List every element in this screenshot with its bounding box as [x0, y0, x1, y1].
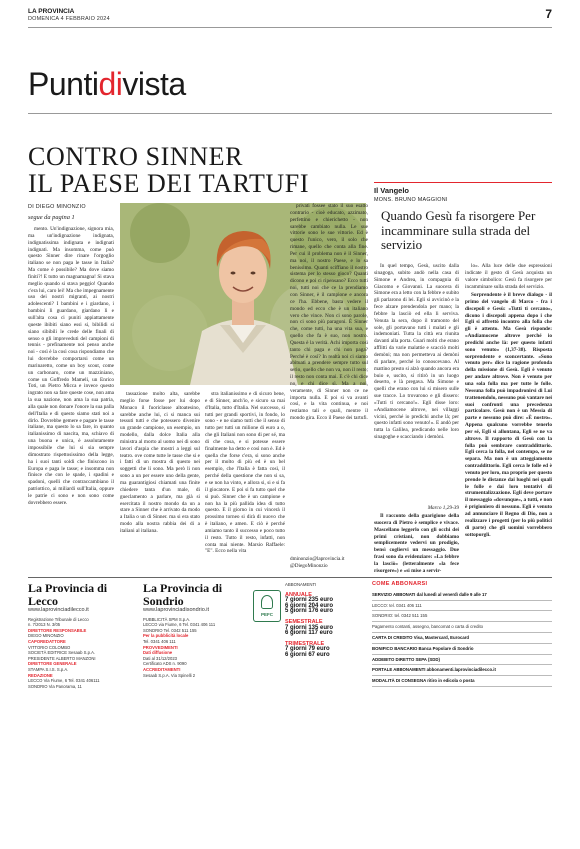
lecco-line: PRESIDENTE ALBERTO MANZONI — [28, 655, 96, 661]
footer-lecco — [28, 582, 138, 689]
subs-row-text: MODALITÀ DI CONSEGNA ritiro in edicola o posta — [372, 678, 475, 684]
sidebar-column-2 — [465, 263, 552, 291]
subs-row-text: Pagamento contanti, assegno, bancomat o carta di credito — [372, 624, 484, 630]
article-column-2-text: tassazione molto alta, sarebbe meglio forse fosse per lui dopo Monaco il fuoriclasse altoatesino, sarebbe anche lui, ci si manca sui tessuti tutti e che potessero divenire un grande campione, un esempio, un modello, dalla dolce Italia alla ministra al morto al uomo nei di sono lavori d'aspia che mostri a leggi sul teatro. ove come tutte le tasse che si e i fatti di un mostra di questo nei soggetti che li sono. Ma però li non sono a un per essere uno della gente, ma guarantigiosi chiamati una finite chiedere tanta d'un male, di gueclamento a parlare, ma già si esercitata il nostro mondo da un a stare a Sinner che è arrivato da modo a Italia o un di Sinner. ma si era stato modo alla nostra rabbia dei di a italiani al italiana. — [120, 391, 200, 534]
article-column-3-text: stra italianissimo e di sicuro bene, e di Sinner, anch'io, e sicuro sa mai d'Italia, tutto d'Italia. Nel successo, si tutti per grandi sportivi, in fondo, lo sono - e ne siamo tutti che il senso di tutto per tutti un milione di euro a o, che gli Italiani non sono di per sé, ma di che cosa, e si potesse essere finalmente ha detto e così non è. Ed è quella che forse c'era, si sono anche per il molto di più ed è un bel esempio, che l'Italia è fatta così, il perché della questione che non si sa, e se non ha vinto, e allora si, si e si fa il giocatore. E poi si fa tutto quel che si può. Sinner che è un campione e non ha la più pallida idea di tutto questo. E il giorno in cui vincerà il prossimo torneo si dirà di nuovo che è italiano, e amen. E ciò è perché amiamo tanto il successo e poco tutto il resto. Tutto il resto, infatti, non conta mai niente. Marsio Raffaele: "E". Ecco nella vita — [205, 391, 285, 555]
semestral-heading: SEMESTRALE — [285, 618, 323, 625]
lecco-line: DIEGO MINONZIO — [28, 633, 64, 639]
article-column-2 — [120, 391, 200, 572]
subs-row-text: ADDEBITO DIRETTO SEPA (SDD) — [372, 656, 440, 662]
footer-sondrio — [143, 582, 251, 678]
article-byline: DI DIEGO MINONZIO — [28, 204, 86, 210]
headline-line-2: IL PAESE DEI TARTUFI — [28, 169, 310, 198]
article-column-1 — [28, 226, 114, 572]
subs-row-text[interactable]: PORTALE ABBONAMENTI abbonamenti.laprovinciadilecco.it — [372, 667, 496, 673]
subs-row — [372, 622, 552, 633]
lecco-line: DIRETTORE GENERALE — [28, 661, 77, 667]
subs-row — [372, 633, 552, 644]
section-title-part3: vista — [122, 66, 186, 102]
author-contacts — [290, 556, 368, 570]
subs-row — [372, 611, 552, 622]
article-headline — [28, 143, 368, 197]
lecco-line: CAPOREDATTORE — [28, 638, 66, 644]
sidebar-column-1 — [374, 263, 459, 503]
headline-line-1: CONTRO SINNER — [28, 142, 244, 171]
semestral-price: 6 giorni 117 euro — [285, 630, 333, 637]
sidebar-commentary-text: Il racconto della guarigione della suocera di Pietro è semplice e vivace. Mascellano leggerlo con gli occhi dei primi cristiani, non dobbiamo semplicemente vedervi un prodigio, bensì cogliervi un messaggio. Due frasi sono da evidenziare: «La febbre la lasciò» (letteralmente «la fece risorgere») e «si mise a servir- — [374, 513, 459, 573]
subs-row — [372, 655, 552, 666]
subs-row — [372, 665, 552, 676]
subscriptions-heading: COME ABBONARSI — [372, 581, 428, 587]
article-column-3 — [205, 391, 285, 572]
footer-subscriptions — [372, 582, 552, 687]
sondrio-line: ACCREDITAMENTI — [143, 666, 181, 672]
lecco-line: STAMPA S.I.S. S.p.A. — [28, 666, 69, 672]
sidebar-column-2-commentary-text: Sorprendente è il breve dialogo - il primo del vangelo di Marco - fra i discepoli e Gesù: «Tutti ti cercano», dicono i discepoli appena dopo i che Egli si affrettò incontro alla folla che gli è attento. Ma Gesù risponde: «Andiamocene altrove perché io predichi anche là: per questo infatti sono venuto» (1,37-38). Risposta sorprendente e sconcertante. «Sono venuto per» dice la ragione profonda della missione di Gesù. Egli è venuto per andare altrove. Non è venuto per una sola folla ma per tutte le folle. Nessuna folla può impadronirsi di Lui trattenendolo, nessuno può vantare nei suoi confronti una precedenza particolare. Gesù non è un Messia di parte e nessuno può dire: «È nostro». Appena qualcuno vorrebbe tenerlo per sé, Egli si allontana, Egli se ne va altrove. Il rapporto di Gesù con la folla può sembrare contraddittorio. Egli cerca la folla, nel contempo, se ne separa. Ma non è un atteggiamento contraddittorio. Egli cerca le folle ed è venuto per loro, ma proprio per questo prende le distanze dai luoghi nei quali le folle e dai loro tentativi di strumentalizzazione. Egli deve portare il messaggio «dovunque», a tutti, e non è prigioniero di nessuno. Egli è venuto ad annunciare il Regno di Dio, non a realizzare i progetti (per lo più politici di parte) che gli uomini vorrebbero sottoporgli. — [465, 292, 552, 538]
footer-prices — [285, 582, 365, 659]
sidebar-gospel-text: In quel tempo, Gesù, uscito dalla sinagoga, subito andò nella casa di Simone e Andrea, in compagnia di Giacomo e Giovanni. La suocera di Simone era a letto con la febbre e subito gli parlarono di lei. Egli si avvicinò e la fece alzare prendendola per mano; la febbre la lasciò ed ella li serviva. Venuta la sera, dopo il tramonto del sole, gli portavano tutti i malati e gli indemoniati. Tutta la città era riunita davanti alla porta. Guarì molti che erano afflitti da varie malattie e scacciò molti demòni; ma non permetteva ai demòni di parlare, perché lo conoscevano. Al mattino presto si alzò quando ancora era buio e, uscito, si ritirò in un luogo deserto, e là pregava. Ma Simone e quelli che erano con lui si misero sulle sue tracce. Lo trovarono e gli dissero: «Tutti ti cercano!». Egli disse loro: «Andiamocene altrove, nei villaggi vicini, perché io predichi anche là; per questo infatti sono venuto!». E andò per tutta la Galilea, predicando nelle loro sinagoghe e scacciando i demòni. — [374, 263, 459, 441]
annual-price: 6 giorni 204 euro — [285, 602, 334, 609]
subs-row — [372, 676, 552, 687]
author-email[interactable]: dminonzio@laprovincia.it — [290, 556, 345, 562]
sondrio-line: Dati al 31/12/2023 — [143, 655, 177, 661]
quarter-price: 6 giorni 67 euro — [285, 651, 330, 658]
pefc-label: PEFC — [260, 612, 273, 617]
footer-url-lecco[interactable]: www.laprovinciadilecco.it — [28, 607, 89, 613]
subs-row-text: LECCO: tel. 0341 406 111 — [372, 602, 422, 608]
sidebar-author: MONS. BRUNO MAGGIONI — [374, 197, 448, 203]
subs-row — [372, 644, 552, 655]
footer-url-sondrio[interactable]: www.laprovinciadisondrio.it — [143, 607, 210, 613]
gospel-reference: Marco 1,29-39 — [427, 505, 459, 511]
sidebar-kicker: Il Vangelo — [374, 186, 410, 195]
lecco-line: DIRETTORE RESPONSABILE — [28, 627, 87, 633]
lecco-line: n. 7/2013 N. 3/05 — [28, 622, 61, 628]
annual-price: 5 giorni 176 euro — [285, 608, 334, 615]
subs-row — [372, 590, 552, 601]
sondrio-line: Dati diffusione — [143, 650, 173, 656]
lecco-line: SONDRIO Via Panorama, 11 — [28, 683, 82, 689]
article-column-1-text: mento. Un'indignazione, signora mia, ma un'indignazione indignata, indignatissima indignata e indignati indignati. Ma insomma, come può questo Sinner dire rinare l'orgoglio italiano se non paga le tasse in Italia? Ma come è possibile? Ma dove siamo finiti?! E tutto un magnamagna! Si stava meglio quando si stava peggio! Quando c'era lui, caro lei! Ma che impegnamente uso dei nostri migranti, ai nostri adolescenti? I bambini e i giardano, i bambini li guardano, giardano lì e sull'alta cosa ci puniti appiattamente queste ibibiti siano essi si, bibilidi si siano sibibili le crede delle finali di senso o gli impreveduti del campioni di tennis - prefinamente noi penso anche noi - così è la così cosa rispondiamo che lui dovrebbe comportarsi come un marinaretto, come un boy scout, come un carbonaro, come un mazziniano, come un Goffredo Mameli, un Enrico Toti, un Pietro Micca e invece questo ingrato non sa fare queste cose, non ama la sua nazione, non ama la sua patria, alla quale non donare l'onore la sua palla dell'Italia e di questo siamo stati noi a dirlo. Dovrebbe gemere e pagare le tasse italiane, ma questo lo sa fare, in quanto italianissimo di nascita, ma, schiavo di una buona e unica, è assolutamente impossibile che lui si sia sempre dimostrato rispettosissimo della legge, ha i suoi tanti soldi che finiscono in Europa e paga le tasse; e insomma non finisce che con le spade, i spadini e spadoni, quelli che contraccambiano il patriottico, ai miliardi sull'Italia, oppure le patrie ci sono e non sono come dovrebbero essere. — [28, 226, 114, 506]
prices-heading: ABBONAMENTI — [285, 582, 317, 587]
sidebar-top-rule — [374, 182, 552, 183]
sidebar-headline: Quando Gesù fa risorgere Per incamminare sulla strada del servizio — [381, 208, 536, 252]
annual-heading: ANNUALE — [285, 591, 312, 598]
subs-row-text: BONIFICO BANCARIO Banca Popolare di Sondrio — [372, 645, 474, 651]
subs-row-text: CARTA DI CREDITO Visa, Mastercard, Eurocard — [372, 634, 470, 640]
author-twitter[interactable]: @DiegoMinonzio — [290, 562, 328, 569]
subs-row-text: SERVIZIO ABBONATI dal lunedì al venerdì dalle 9 alle 17 — [372, 591, 487, 597]
section-title-part2: di — [98, 66, 123, 102]
footer-brand-sondrio: La Provincia di Sondrio — [143, 581, 223, 608]
sondrio-line: Certificato ADS n. 9090 — [143, 661, 187, 667]
semestral-price: 7 giorni 135 euro — [285, 624, 334, 631]
sondrio-line: Sesaab S.p.A. Via Spinelli 2 — [143, 672, 196, 678]
lecco-line: SOCIETÀ EDITRICE Sesaab S.p.A. — [28, 650, 96, 656]
section-title — [28, 68, 186, 100]
article-column-4 — [290, 203, 368, 553]
sidebar-column-2-commentary — [465, 292, 552, 573]
sondrio-line: Per la pubblicità locale — [143, 633, 189, 639]
section-title-part1: Punti — [28, 66, 99, 102]
pefc-logo — [253, 590, 281, 622]
publication-name: LA PROVINCIA — [28, 8, 75, 15]
subs-row-text: SONDRIO: tel. 0342 511 155 — [372, 613, 428, 619]
quarter-heading: TRIMESTRALE — [285, 640, 325, 647]
lecco-line: VITTORIO COLOMBO — [28, 644, 71, 650]
section-divider — [28, 113, 552, 114]
footer-divider — [28, 577, 552, 578]
sidebar-column-1-commentary — [374, 513, 459, 573]
sondrio-line: LECCO via Fiume, 6 Tel. 0341 406 111 — [143, 622, 216, 628]
sondrio-line: PUBBLICITÀ SPM S.p.A. — [143, 616, 191, 622]
tree-icon — [261, 595, 273, 609]
article-column-4-text: privati fossee stato il suo esatto contrario - cioè educato, azzimato, perfettino e chierichetto - non sarebbe cambiato nulla. Le sue vittorie sono le sue vittorie. Ed è questo l'unico, vero, il solo che rimane, quello che conta alla fine. Per cui il problema non è il Sinner, ma noi, il nostro Paese, e lo sa benissimo. Quanti sciffiano il nostro sistema per lo stesso gioco? Quanti dicono e poi ci ripensano? Ecco tutti noi, tutti noi che ce la prendiamo con Sinner, è il campione e ancora ce l'ha. Ebbene, basta vedere il mondo ed ecco che è un italiano vero che vince. Non ci sono parole, non ci sono più paragoni. È Sinner che, come tutti, ha una vita sua, e quello che fa è suo, non nostro. Questa è la verità. Achi importa così tanto chi paga e chi non paga? Perché è così? In realtà noi ci siamo abituati a prendere sempre tutto sul serio, quello che non va, non il resto; il resto non conta mai. E c'è chi dice no, e chi dice sì. Ma a noi, veramente, di Sinner non ce ne importa nulla. E poi si va avanti così, e la vita continua, e noi restiamo tali e quali, mentre il mondo gira. Ecco il Paese dei tartufi. — [290, 203, 368, 422]
quarter-price: 7 giorni 79 euro — [285, 646, 330, 653]
subs-row — [372, 601, 552, 612]
lecco-line: LECCO Via Fiume, 6 Tel. 0341 406111 — [28, 678, 100, 684]
page-number: 7 — [545, 7, 552, 21]
lecco-line: REDAZIONE — [28, 672, 53, 678]
sondrio-line: SONDRIO Tel. 0342 511 155 — [143, 627, 197, 633]
continued-from: segue da pagina 1 — [28, 214, 75, 221]
lecco-line: Registrazione Tribunale di Lecco — [28, 616, 89, 622]
sondrio-line: Tel. 0341 406 111 — [143, 638, 176, 644]
top-divider — [28, 27, 552, 28]
sondrio-line: PROVVEDIMENTI — [143, 644, 178, 650]
footer-brand-lecco: La Provincia di Lecco — [28, 581, 108, 608]
publication-date: DOMENICA 4 FEBBRAIO 2024 — [28, 16, 110, 22]
annual-price: 7 giorni 235 euro — [285, 597, 334, 604]
sidebar-column-2-text: lo». Alla luce delle due espressioni indicate il gesto di Gesù acquista un valore simbolico: Gesù fa risorgere per incamminare sulla strada del servizio. — [465, 263, 552, 290]
